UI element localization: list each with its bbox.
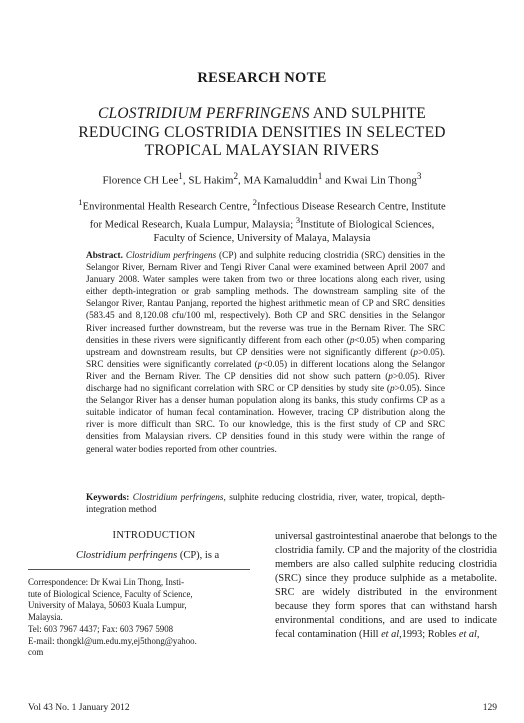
correspondence-line: tute of Biological Science, Faculty of Science, — [28, 588, 193, 599]
abstract-italic: p — [257, 359, 263, 370]
correspondence-footnote — [28, 577, 256, 659]
author-name: , SL Hakim — [182, 174, 234, 187]
body-italic: et al — [381, 629, 400, 640]
affil-marker: 2 — [252, 197, 258, 207]
affil-marker: 1 — [78, 197, 83, 207]
abstract-italic: p — [390, 384, 395, 395]
introduction-right-column — [275, 530, 497, 642]
abstract-italic: p — [349, 335, 355, 346]
keywords-label: Keywords: — [86, 493, 130, 503]
keywords-text: , sulphite reducing clostridia, river, water, tropical, depth-integration method — [86, 493, 446, 516]
journal-volume-info: Vol 43 No. 1 January 2012 — [28, 703, 130, 713]
page-number: 129 — [482, 703, 497, 713]
title-rest: AND SULPHITE REDUCING CLOSTRIDIA DENSITIES IN SELECTED TROPICAL MALAYSIAN RIVERS — [78, 105, 446, 159]
correspondence-line: E-mail: thongkl@um.edu.my,ej5thong@yahoo. — [28, 635, 197, 646]
affil-marker: 3 — [295, 215, 301, 225]
correspondence-line: University of Malaya, 50603 Kuala Lumpur, — [28, 600, 187, 611]
author-name: , MA Kamaluddin — [238, 174, 318, 187]
abstract-text: >0.05). River discharge had no significant correlation with SRC or CP densities by study site ( — [86, 371, 445, 395]
intro-text: (CP), is a — [177, 550, 220, 561]
author-affil-marker: 2 — [233, 171, 239, 181]
correspondence-line: Tel: 603 7967 4437; Fax: 603 7967 5908 — [28, 623, 174, 634]
author-affil-marker: 3 — [416, 171, 422, 181]
abstract — [86, 250, 445, 456]
abstract-label: Abstract. — [86, 251, 123, 261]
correspondence-line: Malaysia. — [28, 612, 63, 623]
affiliations — [78, 196, 446, 246]
title-italic-part: CLOSTRIDIUM PERFRINGENS — [98, 105, 310, 122]
keywords — [86, 492, 445, 516]
affil-text: Institute of Biological Sciences, Faculty of Science, University of Malaya, Malaysia — [153, 219, 435, 244]
abstract-text: >0.05). SRC densities were significantly correlated ( — [86, 347, 445, 370]
article-title — [60, 105, 464, 161]
body-text: universal gastrointestinal anaerobe that belongs to the clostridia family. CP and the majority of the clostridia members are also called sulphite reducing clostridia (SRC) since they produce sulphide as a metabolite. SRC are widely distributed in the environment because they form spores that can withstand harsh environmental conditions, and are used to indicate fecal contamination (Hill — [275, 531, 497, 640]
author-affil-marker: 1 — [317, 171, 323, 181]
introduction-heading: INTRODUCTION — [112, 530, 196, 541]
author-name: and Kwai Lin Thong — [322, 174, 417, 187]
author-affil-marker: 1 — [178, 171, 183, 181]
abstract-text: >0.05). Since the Selangor River has a denser human population along its banks, this study confirms CP as a suitable indicator of human fecal contamination. However, tracing CP distribution along the river is more difficult than SRC. To our knowledge, this is the first study of CP and SRC densities from Malaysian rivers. CP densities found in this study were within the range of general water bodies reported from other countries. — [86, 384, 445, 455]
introduction-first-line — [60, 549, 248, 563]
affil-text: Infectious Disease Research Centre, Institute for Medical Research, Kuala Lumpur, Malaysia; — [89, 201, 446, 231]
abstract-text: <0.05) in different locations along the Selangor River and the Bernam River. The CP densities did not show such pattern ( — [86, 359, 445, 382]
abstract-text: (CP) and sulphite reducing clostridia (SRC) densities in the Selangor River, Bernam River and Tengi River Canal were examined between April 2007 and January 2008. Water samples were taken from two or three locations along each river, using either depth-integration or grab sampling methods. The downstream sampling site of the Selangor River, Rantau Panjang, reported the highest arithmetic mean of CP and SRC densities (583.45 and 8,120.08 cfu/100 ml, respectively). Both CP and SRC densities in the Selangor River increased further downstream, but the reverse was true in the Bernam River. The SRC densities in these rivers were significantly different from each other ( — [86, 251, 445, 346]
body-italic: et al — [458, 629, 477, 640]
author-name: Florence CH Lee — [102, 174, 179, 187]
abstract-italic: p — [413, 347, 419, 358]
intro-italic: Clostridium perfringens — [76, 550, 178, 561]
footnote-divider — [28, 569, 250, 570]
author-list — [0, 171, 524, 187]
section-label: RESEARCH NOTE — [197, 70, 327, 86]
abstract-italic: p — [388, 371, 393, 382]
body-text: , — [476, 629, 480, 640]
abstract-italic: Clostridium perfringens — [125, 251, 217, 261]
keywords-italic: Clostridium perfringens — [132, 493, 224, 503]
correspondence-line: com — [28, 647, 44, 658]
affil-text: Environmental Health Research Centre, — [82, 201, 253, 213]
body-text: ,1993; Robles — [399, 629, 459, 640]
correspondence-line: Correspondence: Dr Kwai Lin Thong, Insti- — [28, 577, 185, 587]
abstract-text: <0.05) when comparing upstream and downstream results, but CP densities were not significantly different ( — [86, 335, 445, 358]
